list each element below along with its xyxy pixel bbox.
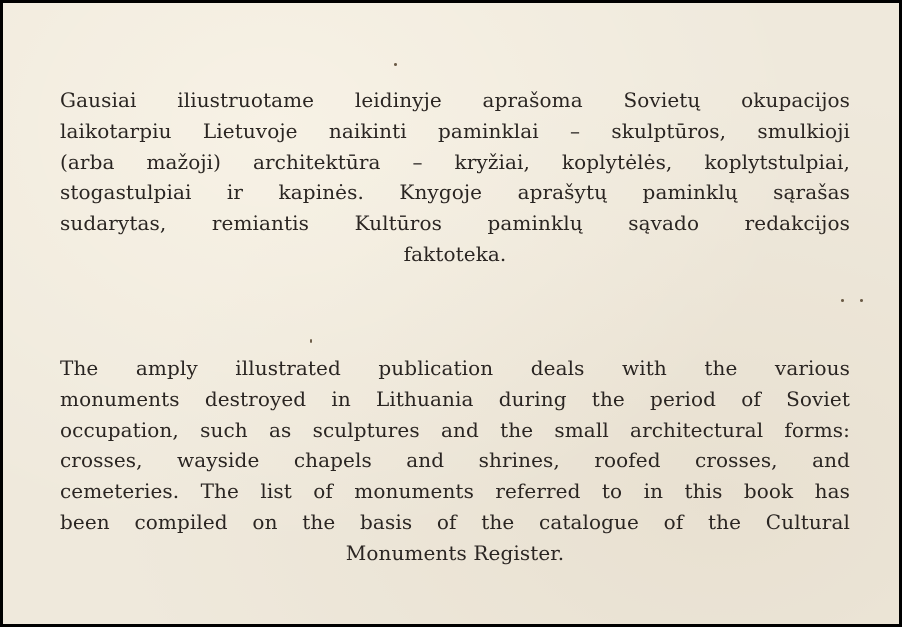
paper-speck [310, 339, 312, 343]
book-page [3, 3, 899, 624]
lithuanian-line: Gausiai iliustruotame leidinyje aprašoma Sovietų okupacijos [60, 88, 850, 112]
paper-speck [394, 63, 397, 66]
english-line: Monuments Register. [345, 540, 565, 565]
lithuanian-line: laikotarpiu Lietuvoje naikinti paminklai – skulptūros, smulkioji [60, 118, 850, 143]
english-line: monuments destroyed in Lithuania during the period of Soviet [60, 386, 850, 411]
paper-speck [841, 299, 844, 302]
lithuanian-line: faktoteka. [403, 241, 507, 266]
english-line: cemeteries. The list of monuments referred to in this book has [60, 479, 850, 504]
lithuanian-paragraph [60, 85, 850, 270]
lithuanian-line: stogastulpiai ir kapinės. Knygoje aprašytų paminklų sąrašas [60, 180, 850, 205]
english-line: crosses, wayside chapels and shrines, roofed crosses, and [60, 448, 850, 473]
lithuanian-line: (arba mažoji) architektūra – kryžiai, koplytėlės, koplytstulpiai, [60, 149, 850, 174]
paper-speck [860, 299, 863, 302]
lithuanian-line: sudarytas, remiantis Kultūros paminklų sąvado redakcijos [60, 211, 850, 236]
english-line: The amply illustrated publication deals with the various [60, 356, 850, 380]
english-paragraph [60, 353, 850, 569]
english-line: occupation, such as sculptures and the small architectural forms: [60, 417, 850, 442]
english-line: been compiled on the basis of the catalogue of the Cultural [60, 509, 850, 534]
